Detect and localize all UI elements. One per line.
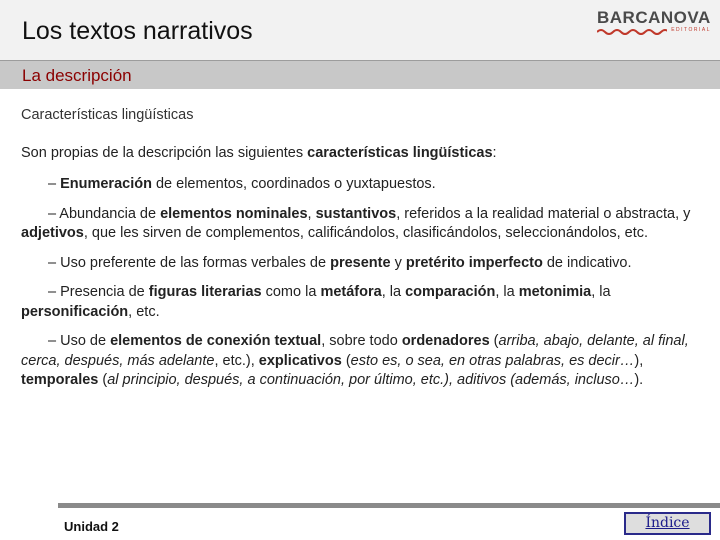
list-item-conexion-textual: – Uso de elementos de conexión textual, sobre todo ordenadores (arriba, abajo, delante, al final, cerca, después, más adelante, etc.), explicativos (esto es, o sea, en otras palabras, es decir…), temporales (al principio, después, a continuación, por último, etc.), aditivos (además, incluso…). xyxy=(21,333,689,388)
list-item-elementos-nominales: – Abundancia de elementos nominales, sustantivos, referidos a la realidad material o abstracta, y adjetivos, que les sirven de complementos, calificándolos, clasificándolos, seleccionándolos, etc. xyxy=(21,205,691,241)
page-title: Los textos narrativos xyxy=(22,17,253,45)
unit-label: Unidad 2 xyxy=(64,519,119,534)
footer-divider xyxy=(58,503,720,508)
list-item-enumeracion: – Enumeración de elementos, coordinados o yuxtapuestos. xyxy=(48,176,436,192)
list-item-figuras-literarias: – Presencia de figuras literarias como la metáfora, la comparación, la metonimia, la personificación, etc. xyxy=(21,284,611,320)
logo-text: BARCANOVA xyxy=(597,8,711,27)
slide-content xyxy=(21,106,701,401)
logo-subtext: EDITORIAL xyxy=(671,27,711,33)
list-item-formas-verbales: – Uso preferente de las formas verbales de presente y pretérito imperfecto de indicativo. xyxy=(48,254,632,271)
index-button[interactable]: Índice xyxy=(624,512,711,535)
barcanova-logo xyxy=(597,8,713,38)
lead-heading: Características lingüísticas xyxy=(21,107,194,123)
intro-paragraph: Son propias de la descripción las siguientes características lingüísticas: xyxy=(21,144,497,161)
section-title: La descripción xyxy=(22,66,132,85)
header-bar xyxy=(0,0,720,61)
section-bar xyxy=(0,61,720,89)
logo-wave-icon xyxy=(597,28,667,36)
